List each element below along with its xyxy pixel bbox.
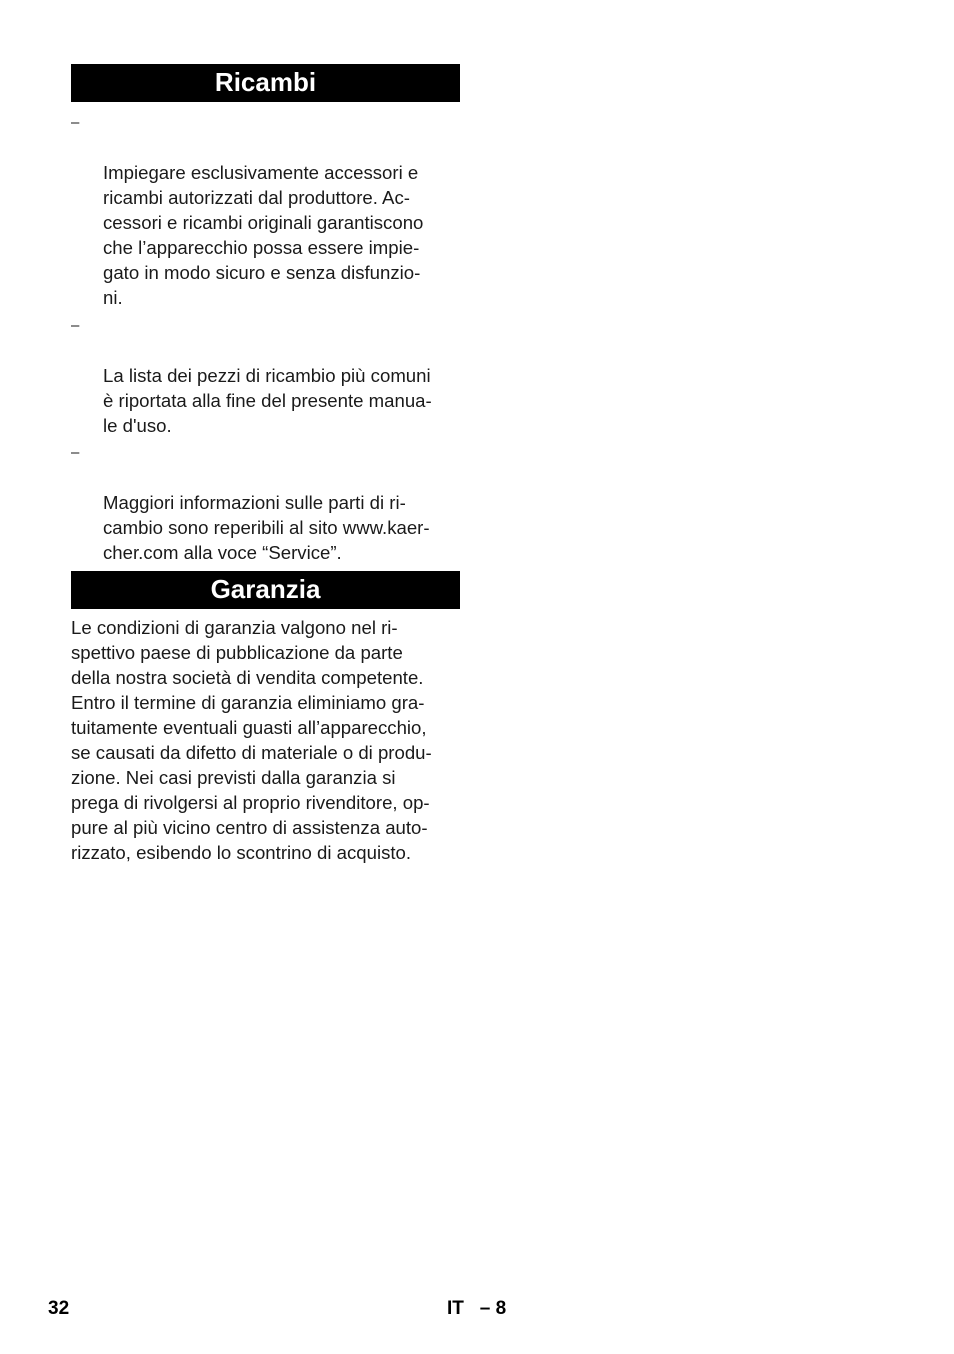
bullet-dash: – [71,114,80,131]
bullet-dash: – [71,316,80,334]
section-heading-ricambi: Ricambi [71,64,460,102]
list-item-text: Impiegare esclusivamente accessori e ricambi autorizzati dal produttore. Ac- cessori e ricambi originali garantiscono che l’apparecchio possa essere impie- gato in modo sicuro e senza disfunzio- ni. [103,162,424,308]
list-item [71,313,460,438]
list-item [71,110,460,310]
section-heading-garanzia: Garanzia [71,571,460,609]
ricambi-list [71,102,460,565]
page-number: 32 [48,1298,70,1319]
language-page-label: IT – 8 [447,1298,507,1319]
garanzia-paragraph: Le condizioni di garanzia valgono nel ri- spettivo paese di pubblicazione da parte della nostra società di vendita competente. Entro il termine di garanzia eliminiamo gra- tuitamente eventuali guasti all’apparecchio, se causati da difetto di materiale o di produ- zione. Nei casi previsti dalla garanzia si prega di rivolgersi al proprio rivenditore, op- pure al più vicino centro di assistenza auto- rizzato, esibendo lo scontrino di acquisto. [71,617,432,863]
bullet-dash: – [71,444,80,461]
list-item-text: Maggiori informazioni sulle parti di ri- cambio sono reperibili al sito www.kaer- cher.com alla voce “Service”. [103,492,430,563]
list-item-text: La lista dei pezzi di ricambio più comuni è riportata alla fine del presente manua- le d'uso. [103,364,432,436]
content-column [71,64,460,865]
list-item [71,440,460,565]
